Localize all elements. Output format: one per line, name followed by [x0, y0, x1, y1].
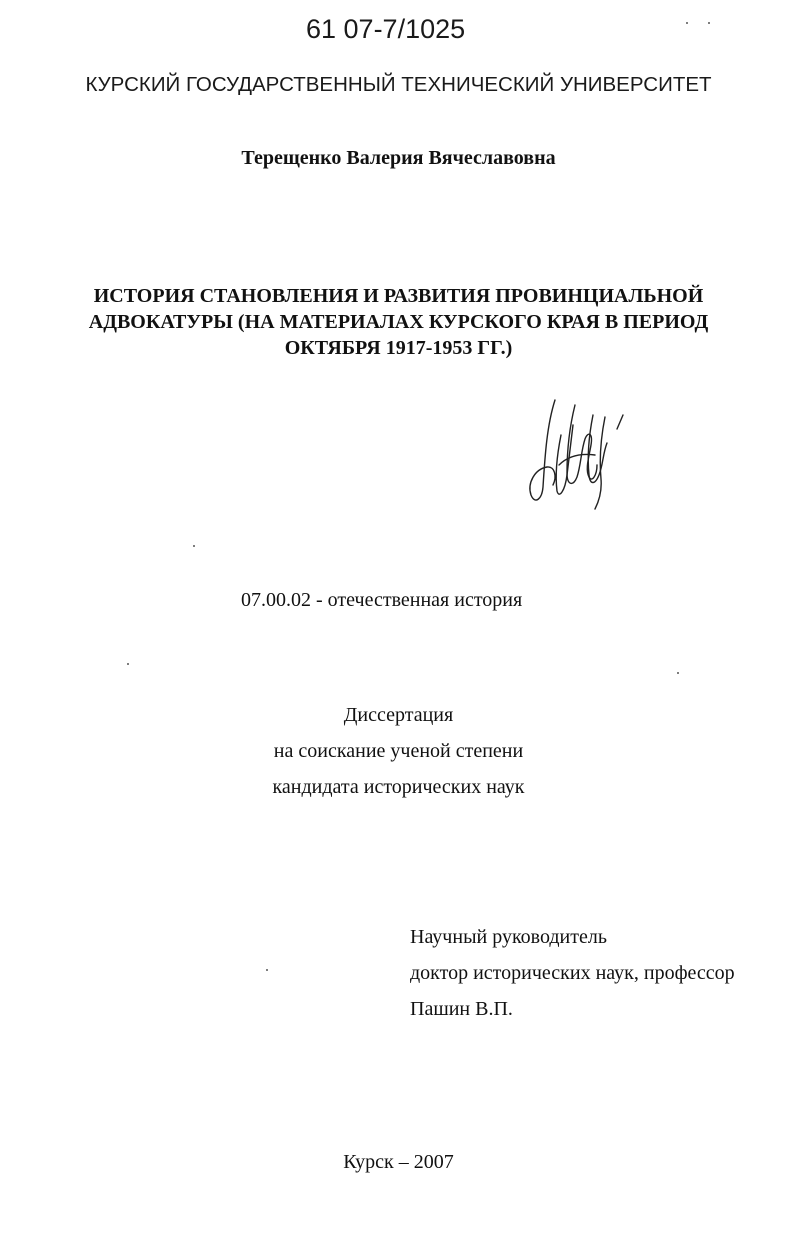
scan-speck [266, 969, 268, 971]
dissertation-degree-block [0, 697, 797, 805]
author-name: Терещенко Валерия Вячеславовна [241, 147, 556, 169]
degree-line: на соискание ученой степени [273, 740, 524, 762]
city-year: Курск – 2007 [343, 1151, 454, 1173]
title-line: ОКТЯБРЯ 1917-1953 ГГ.) [284, 337, 513, 359]
archive-stamp-number: 61 07-7/1025 [306, 14, 466, 44]
title-line: АДВОКАТУРЫ (НА МАТЕРИАЛАХ КУРСКОГО КРАЯ В ПЕРИОД [88, 311, 709, 333]
supervisor-line: доктор исторических наук, профессор [410, 962, 735, 984]
specialty-code: 07.00.02 - отечественная история [241, 589, 523, 611]
scan-speck [677, 672, 679, 674]
supervisor-block [410, 919, 735, 1027]
scan-speck [708, 22, 710, 24]
supervisor-line: Научный руководитель [410, 926, 607, 948]
degree-line: кандидата исторических наук [272, 776, 525, 798]
scan-speck [127, 663, 129, 665]
degree-line: Диссертация [343, 704, 454, 726]
scan-speck [193, 545, 195, 547]
scan-speck [686, 22, 688, 24]
handwritten-signature [515, 395, 635, 510]
university-name: КУРСКИЙ ГОСУДАРСТВЕННЫЙ ТЕХНИЧЕСКИЙ УНИВЕРСИТЕТ [85, 73, 712, 96]
title-line: ИСТОРИЯ СТАНОВЛЕНИЯ И РАЗВИТИЯ ПРОВИНЦИАЛЬНОЙ [93, 285, 704, 307]
supervisor-line: Пашин В.П. [410, 998, 513, 1020]
dissertation-title [0, 283, 797, 361]
